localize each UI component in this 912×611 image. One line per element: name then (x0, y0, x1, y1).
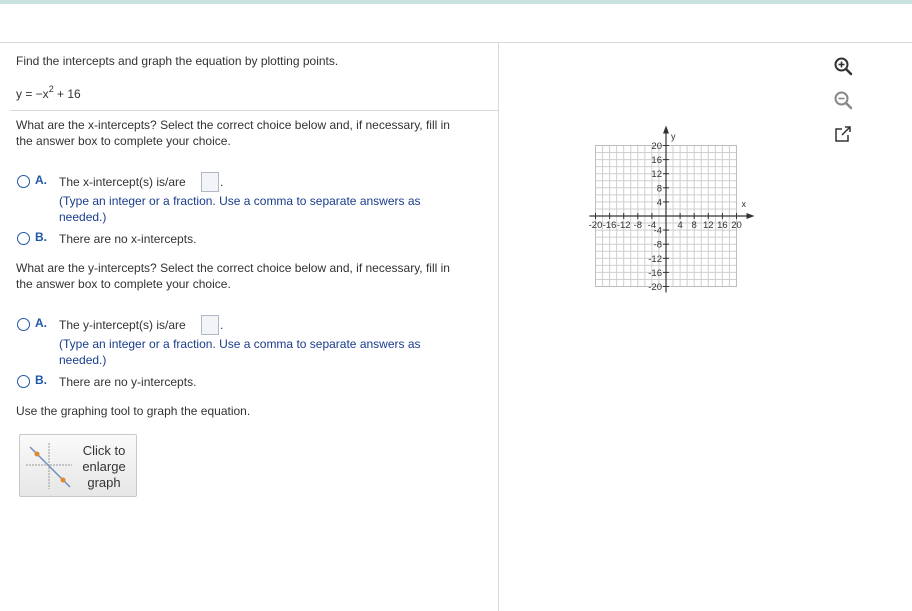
y-tick-label: 12 (651, 169, 662, 181)
x-tick-label: 16 (717, 220, 728, 231)
y-option-a-text: The y-intercept(s) is/are (59, 318, 186, 332)
y-intercepts-prompt-line2: the answer box to complete your choice. (16, 277, 231, 291)
x-tick-label: 8 (691, 220, 697, 231)
y-tick-label: -20 (648, 282, 662, 293)
y-tick-label: 20 (651, 141, 662, 152)
x-axis-arrow (747, 213, 755, 219)
x-option-a-text: The x-intercept(s) is/are (59, 175, 186, 189)
x-option-a-hint-line2: needed.) (59, 210, 107, 224)
y-axis-arrow (663, 126, 669, 134)
y-option-a-hint-line2: needed.) (59, 353, 107, 367)
y-tick-label: -16 (648, 267, 662, 279)
question-instruction: Find the intercepts and graph the equation by plotting points. (16, 54, 339, 68)
x-tick-label: 4 (677, 220, 683, 231)
x-tick-label: -12 (616, 220, 631, 231)
y-intercepts-prompt-line1: What are the y-intercepts? Select the correct choice below and, if necessary, fill in (16, 261, 450, 275)
enlarge-label-line2: enlarge (82, 459, 126, 474)
y-tick-label: -4 (653, 225, 662, 237)
x-tick-label: -16 (602, 220, 617, 231)
x-intercepts-prompt-line1: What are the x-intercepts? Select the correct choice below and, if necessary, fill in (16, 118, 450, 132)
y-option-a-letter: A. (35, 316, 47, 330)
y-axis-label: y (671, 131, 676, 142)
y-option-b-letter: B. (35, 373, 47, 387)
equation-suffix: + 16 (53, 87, 81, 101)
y-tick-label: 16 (651, 155, 662, 167)
x-option-b-letter: B. (35, 230, 47, 244)
enlarge-label-line1: Click to (82, 443, 126, 458)
y-option-a-hint-line1: (Type an integer or a fraction. Use a comma to separate answers as (59, 337, 421, 351)
x-option-a-letter: A. (35, 173, 47, 187)
zoom-in-icon[interactable] (833, 56, 853, 76)
y-tick-label: -8 (653, 239, 662, 251)
x-tick-label: -4 (647, 220, 657, 231)
equation-exponent: 2 (48, 84, 54, 94)
x-tick-label: 20 (731, 220, 742, 231)
x-intercepts-prompt-line2: the answer box to complete your choice. (16, 134, 231, 148)
graph-instruction: Use the graphing tool to graph the equation. (16, 404, 251, 418)
x-axis-label: x (741, 199, 746, 209)
x-tick-label: 12 (703, 220, 714, 231)
open-external-icon[interactable] (833, 124, 853, 144)
zoom-out-icon[interactable] (833, 90, 853, 110)
y-tick-label: 8 (656, 183, 662, 195)
x-option-b-text: There are no x-intercepts. (59, 232, 197, 246)
x-tick-label: -8 (633, 220, 643, 231)
y-option-b-text: There are no y-intercepts. (59, 375, 197, 389)
x-option-a-hint-line1: (Type an integer or a fraction. Use a comma to separate answers as (59, 194, 421, 208)
y-option-a-period: . (220, 318, 224, 332)
enlarge-label-line3: graph (87, 475, 121, 490)
y-tick-label: -12 (648, 253, 662, 265)
equation-prefix: y = −x (16, 87, 49, 101)
y-tick-label: 4 (656, 197, 662, 209)
x-option-a-period: . (220, 175, 224, 189)
x-tick-label: -20 (588, 220, 603, 231)
